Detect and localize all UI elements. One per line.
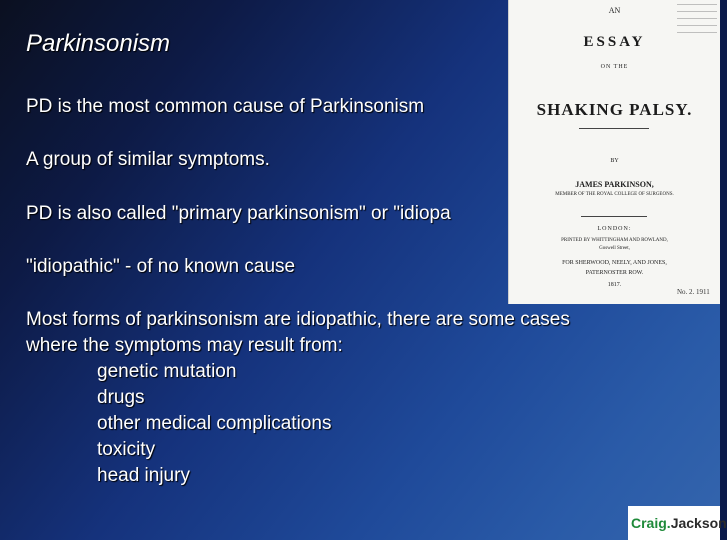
craig-jackson-logo bbox=[628, 506, 727, 540]
book-divider bbox=[581, 216, 647, 217]
book-line-essay: ESSAY bbox=[583, 34, 646, 50]
book-cover-image bbox=[508, 0, 720, 304]
cause-item: toxicity bbox=[97, 439, 156, 460]
causes-list bbox=[97, 359, 331, 489]
book-line-by: BY bbox=[610, 158, 619, 164]
slide-title: Parkinsonism bbox=[26, 30, 171, 57]
book-line-printed-2: Goswell Street, bbox=[599, 246, 630, 251]
book-line-shaking-palsy: SHAKING PALSY. bbox=[536, 100, 693, 119]
paragraph-primary: PD is also called "primary parkinsonism" or "idiopa bbox=[26, 203, 451, 224]
cause-item: drugs bbox=[97, 387, 145, 408]
paragraph-causes-intro-2: where the symptoms may result from: bbox=[26, 335, 343, 356]
book-line-member: MEMBER OF THE ROYAL COLLEGE OF SURGEONS. bbox=[555, 192, 674, 197]
book-line-on-the: ON THE bbox=[600, 64, 629, 70]
book-line-an: AN bbox=[608, 6, 621, 15]
book-divider bbox=[579, 128, 649, 129]
cause-item: genetic mutation bbox=[97, 361, 237, 382]
book-line-london: LONDON: bbox=[597, 226, 632, 232]
book-line-publisher: FOR SHERWOOD, NEELY, AND JONES, bbox=[562, 260, 667, 266]
cause-item: other medical complications bbox=[97, 413, 332, 434]
paragraph-causes-intro-1: Most forms of parkinsonism are idiopathic, there are some cases bbox=[26, 309, 570, 330]
book-shelf-mark: No. 2. 1911 bbox=[677, 288, 710, 296]
book-line-printed: PRINTED BY WHITTINGHAM AND ROWLAND, bbox=[561, 238, 668, 243]
logo-text-jackson: Jackson bbox=[670, 515, 727, 531]
paragraph-symptoms: A group of similar symptoms. bbox=[26, 149, 270, 170]
logo-text-craig: Craig. bbox=[631, 515, 671, 531]
cause-item: head injury bbox=[97, 465, 190, 486]
paragraph-common-cause: PD is the most common cause of Parkinsonism bbox=[26, 96, 425, 117]
book-line-author: JAMES PARKINSON, bbox=[575, 180, 654, 189]
paragraph-idiopathic: "idiopathic" - of no known cause bbox=[26, 256, 296, 277]
book-line-publisher-2: PATERNOSTER ROW. bbox=[585, 270, 644, 276]
book-line-year: 1817. bbox=[607, 282, 622, 288]
